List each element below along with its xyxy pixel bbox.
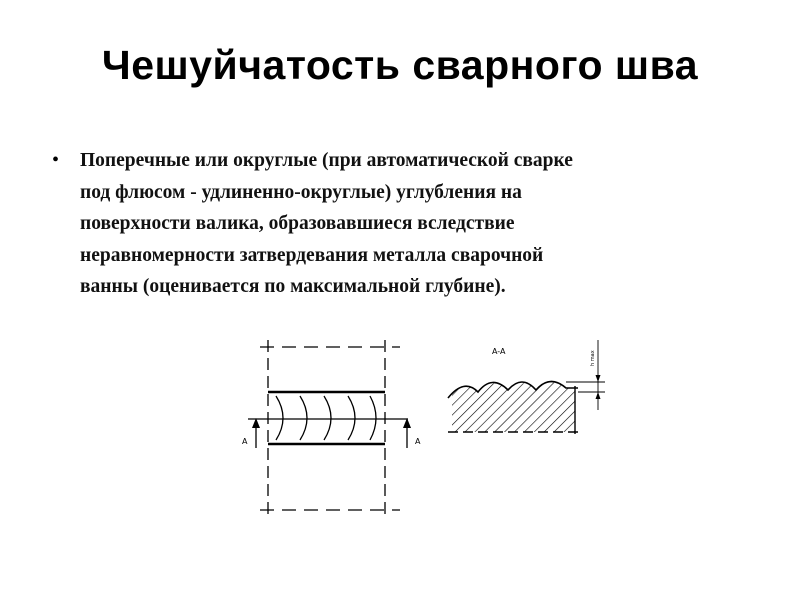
section-view — [448, 340, 605, 434]
bullet-line: неравномерности затвердевания металла сварочной — [80, 244, 544, 266]
bullet-dot-icon: • — [52, 149, 60, 171]
bullet-line: ванны (оценивается по максимальной глубине). — [80, 276, 506, 297]
bullet-line: под флюсом - удлиненно-округлые) углубления на — [80, 181, 522, 203]
bullet-text — [80, 145, 573, 303]
section-marker-left: A — [242, 437, 248, 446]
bullet-item — [52, 145, 742, 303]
bullet-line: Поперечные или округлые (при автоматической сварке — [80, 150, 573, 171]
section-arrow-left-icon — [252, 418, 260, 448]
section-hatch — [452, 382, 575, 432]
section-marker-right: A — [415, 437, 421, 446]
plan-view — [242, 340, 421, 520]
weld-ripple-diagram — [230, 320, 620, 535]
bullet-line: поверхности валика, образовавшиеся вследствие — [80, 213, 515, 234]
bullet-list — [52, 145, 742, 303]
slide-title: Чешуйчатость сварного шва — [101, 42, 699, 88]
dim-arrow-up-icon — [596, 392, 601, 399]
section-view-label: A-A — [492, 347, 506, 356]
section-arrow-right-icon — [403, 418, 411, 448]
h-max-label: h max — [590, 350, 596, 366]
dim-arrow-down-icon — [596, 375, 601, 382]
weld-diagram-svg — [230, 320, 620, 535]
ripple-marks — [276, 396, 376, 440]
